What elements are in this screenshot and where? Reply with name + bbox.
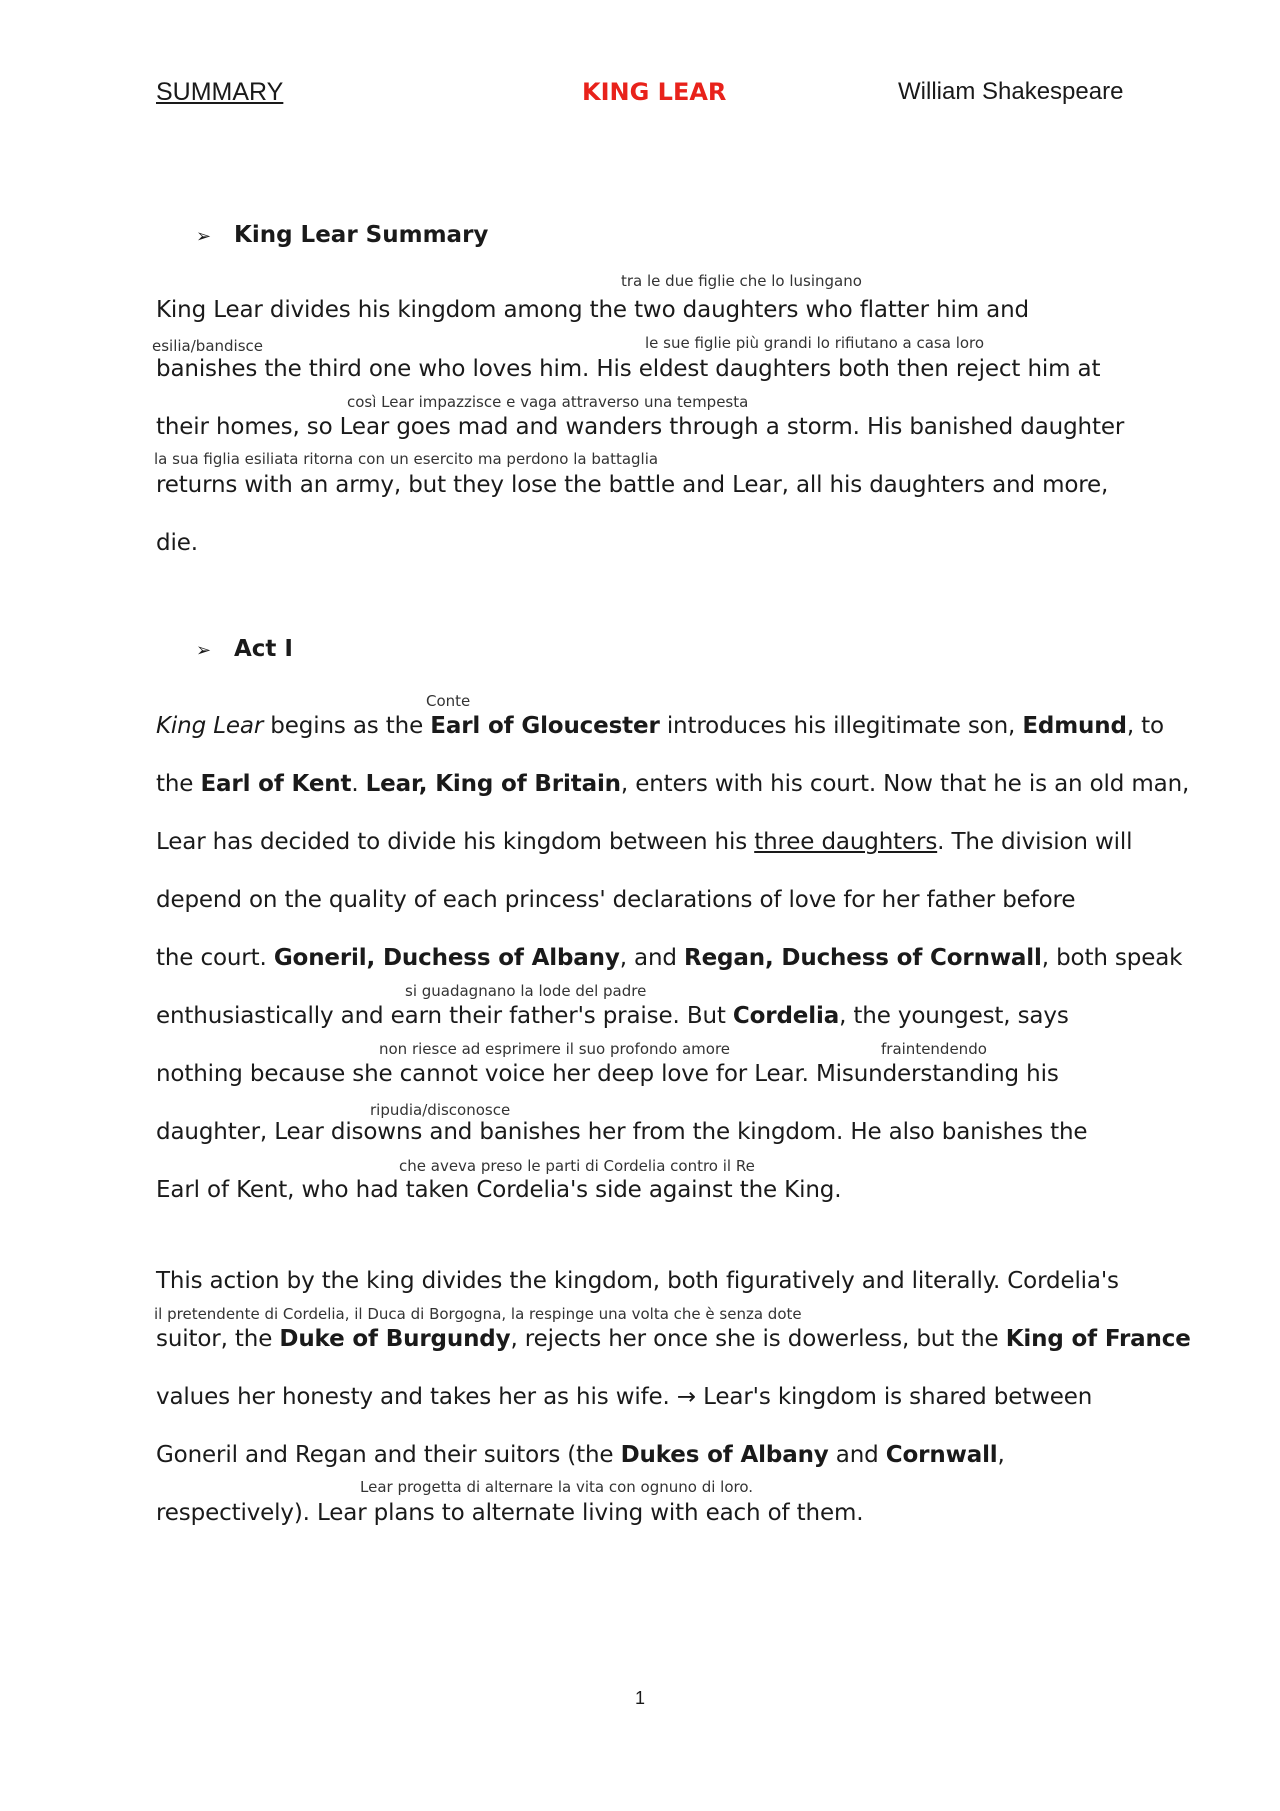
annotation-note: esilia/bandisce (152, 337, 263, 355)
summary-line-3: their homes, so Lear goes mad and wanders through a storm. His banished daughter (156, 414, 1125, 440)
annotation-note: così Lear impazzisce e vaga attraverso una tempesta (347, 393, 749, 411)
summary-line-2: banishes the third one who loves him. His eldest daughters both then reject him at (156, 356, 1101, 382)
act1-p2-line-4: Goneril and Regan and their suitors (the Dukes of Albany and Cornwall, (156, 1442, 1005, 1468)
act1-line-3: Lear has decided to divide his kingdom between his three daughters. The division will (156, 829, 1133, 855)
summary-line-4: returns with an army, but they lose the battle and Lear, all his daughters and more, (156, 472, 1109, 498)
act1-p2-line-3: values her honesty and takes her as his wife. → Lear's kingdom is shared between (156, 1384, 1093, 1410)
annotation-note: non riesce ad esprimere il suo profondo amore (379, 1040, 731, 1058)
annotation-note: si guadagnano la lode del padre (405, 982, 647, 1000)
annotation-note: Conte (426, 692, 471, 710)
header-summary: SUMMARY (156, 78, 284, 106)
arrow-bullet-icon: ➢ (196, 640, 212, 661)
annotation-note: il pretendente di Cordelia, il Duca di Borgogna, la respinge una volta che è senza dote (154, 1305, 802, 1323)
act1-line-2: the Earl of Kent. Lear, King of Britain, enters with his court. Now that he is an old man, (156, 771, 1190, 797)
section-heading-act1: Act I (234, 636, 293, 662)
annotation-note: le sue figlie più grandi lo rifiutano a casa loro (645, 334, 985, 352)
arrow-bullet-icon: ➢ (196, 226, 212, 247)
annotation-note: ripudia/disconosce (370, 1101, 511, 1119)
page-number: 1 (634, 1688, 645, 1708)
annotation-note: Lear progetta di alternare la vita con ognuno di loro. (360, 1478, 754, 1496)
act1-p2-line-5: respectively). Lear plans to alternate living with each of them. (156, 1500, 864, 1526)
act1-line-4: depend on the quality of each princess' declarations of love for her father before (156, 887, 1076, 913)
section-heading-summary: King Lear Summary (234, 222, 489, 248)
act1-line-7: nothing because she cannot voice her deep love for Lear. Misunderstanding his (156, 1061, 1059, 1087)
annotation-note: fraintendendo (881, 1040, 987, 1058)
annotation-note: la sua figlia esiliata ritorna con un esercito ma perdono la battaglia (154, 450, 659, 468)
header-author: William Shakespeare (898, 78, 1124, 105)
summary-line-1: King Lear divides his kingdom among the two daughters who flatter him and (156, 297, 1029, 323)
summary-line-5: die. (156, 530, 198, 556)
annotation-note: tra le due figlie che lo lusingano (621, 272, 862, 290)
act1-line-5: the court. Goneril, Duchess of Albany, and Regan, Duchess of Cornwall, both speak (156, 945, 1183, 971)
act1-line-6: enthusiastically and earn their father's praise. But Cordelia, the youngest, says (156, 1003, 1069, 1029)
header-title: KING LEAR (582, 78, 727, 106)
act1-line-8: daughter, Lear disowns and banishes her from the kingdom. He also banishes the (156, 1119, 1088, 1145)
act1-p2-line-2: suitor, the Duke of Burgundy, rejects her once she is dowerless, but the King of France (156, 1326, 1191, 1352)
act1-line-9: Earl of Kent, who had taken Cordelia's side against the King. (156, 1177, 842, 1203)
annotation-note: che aveva preso le parti di Cordelia contro il Re (399, 1157, 755, 1175)
act1-line-1: King Lear begins as the Earl of Gloucester introduces his illegitimate son, Edmund, to (156, 713, 1164, 739)
act1-p2-line-1: This action by the king divides the kingdom, both figuratively and literally. Cordelia's (156, 1268, 1119, 1294)
